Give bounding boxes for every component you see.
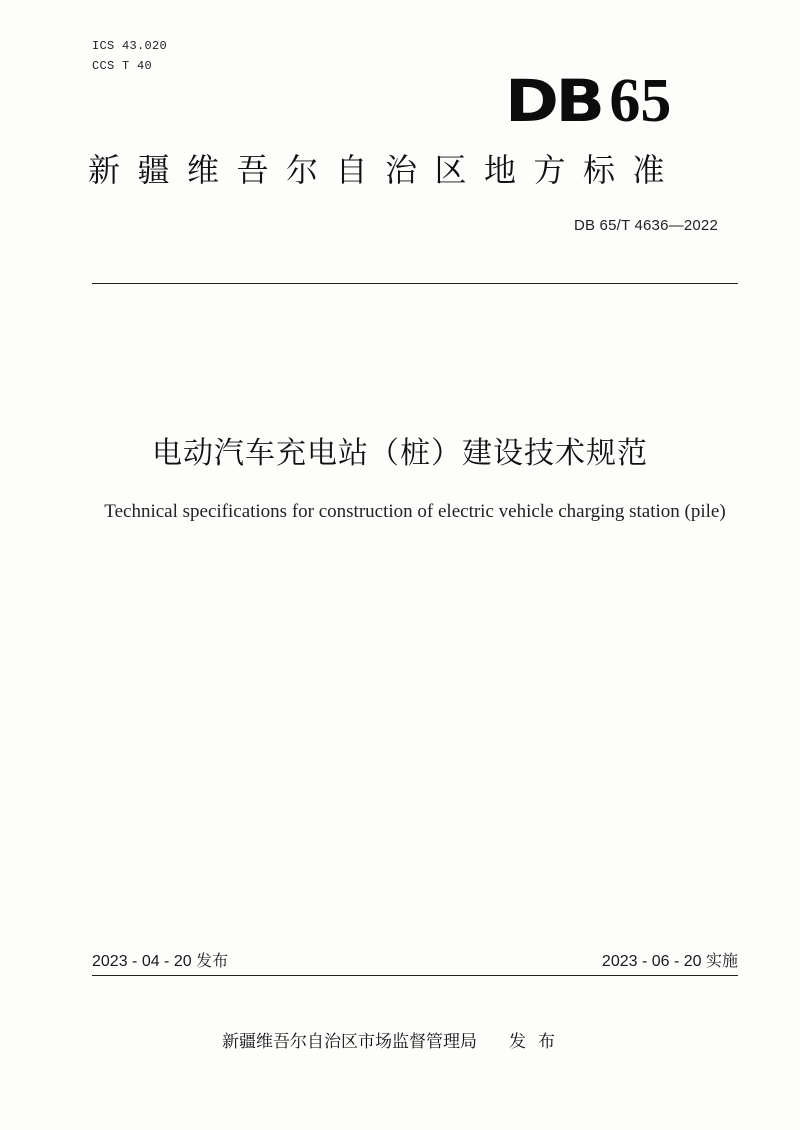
- effective-date: 2023 - 06 - 20 实施: [601, 953, 738, 970]
- document-title-chinese: 电动汽车充电站（桩）建设技术规范: [152, 436, 648, 471]
- ccs-code: CCS T 40: [92, 59, 153, 73]
- issue-date: 2023 - 04 - 20 发布: [92, 953, 229, 970]
- standard-number: DB 65/T 4636—2022: [573, 217, 718, 234]
- db-logo-code: 65: [609, 67, 672, 135]
- publisher-line: [222, 1031, 567, 1053]
- standard-category: 新疆维吾尔自治区地方标准: [88, 151, 683, 189]
- publisher-name: 新疆维吾尔自治区市场监督管理局: [222, 1032, 477, 1052]
- publisher-action: 发布: [509, 1032, 567, 1052]
- ics-code: ICS 43.020: [92, 39, 168, 53]
- db-logo: [505, 64, 695, 135]
- db-logo-prefix: DB: [505, 67, 602, 135]
- header-divider: [92, 283, 738, 284]
- classification-codes: [92, 36, 167, 76]
- document-title-english: Technical specifications for construction of electric vehicle charging station (pile): [104, 501, 726, 522]
- footer-divider: [92, 975, 738, 976]
